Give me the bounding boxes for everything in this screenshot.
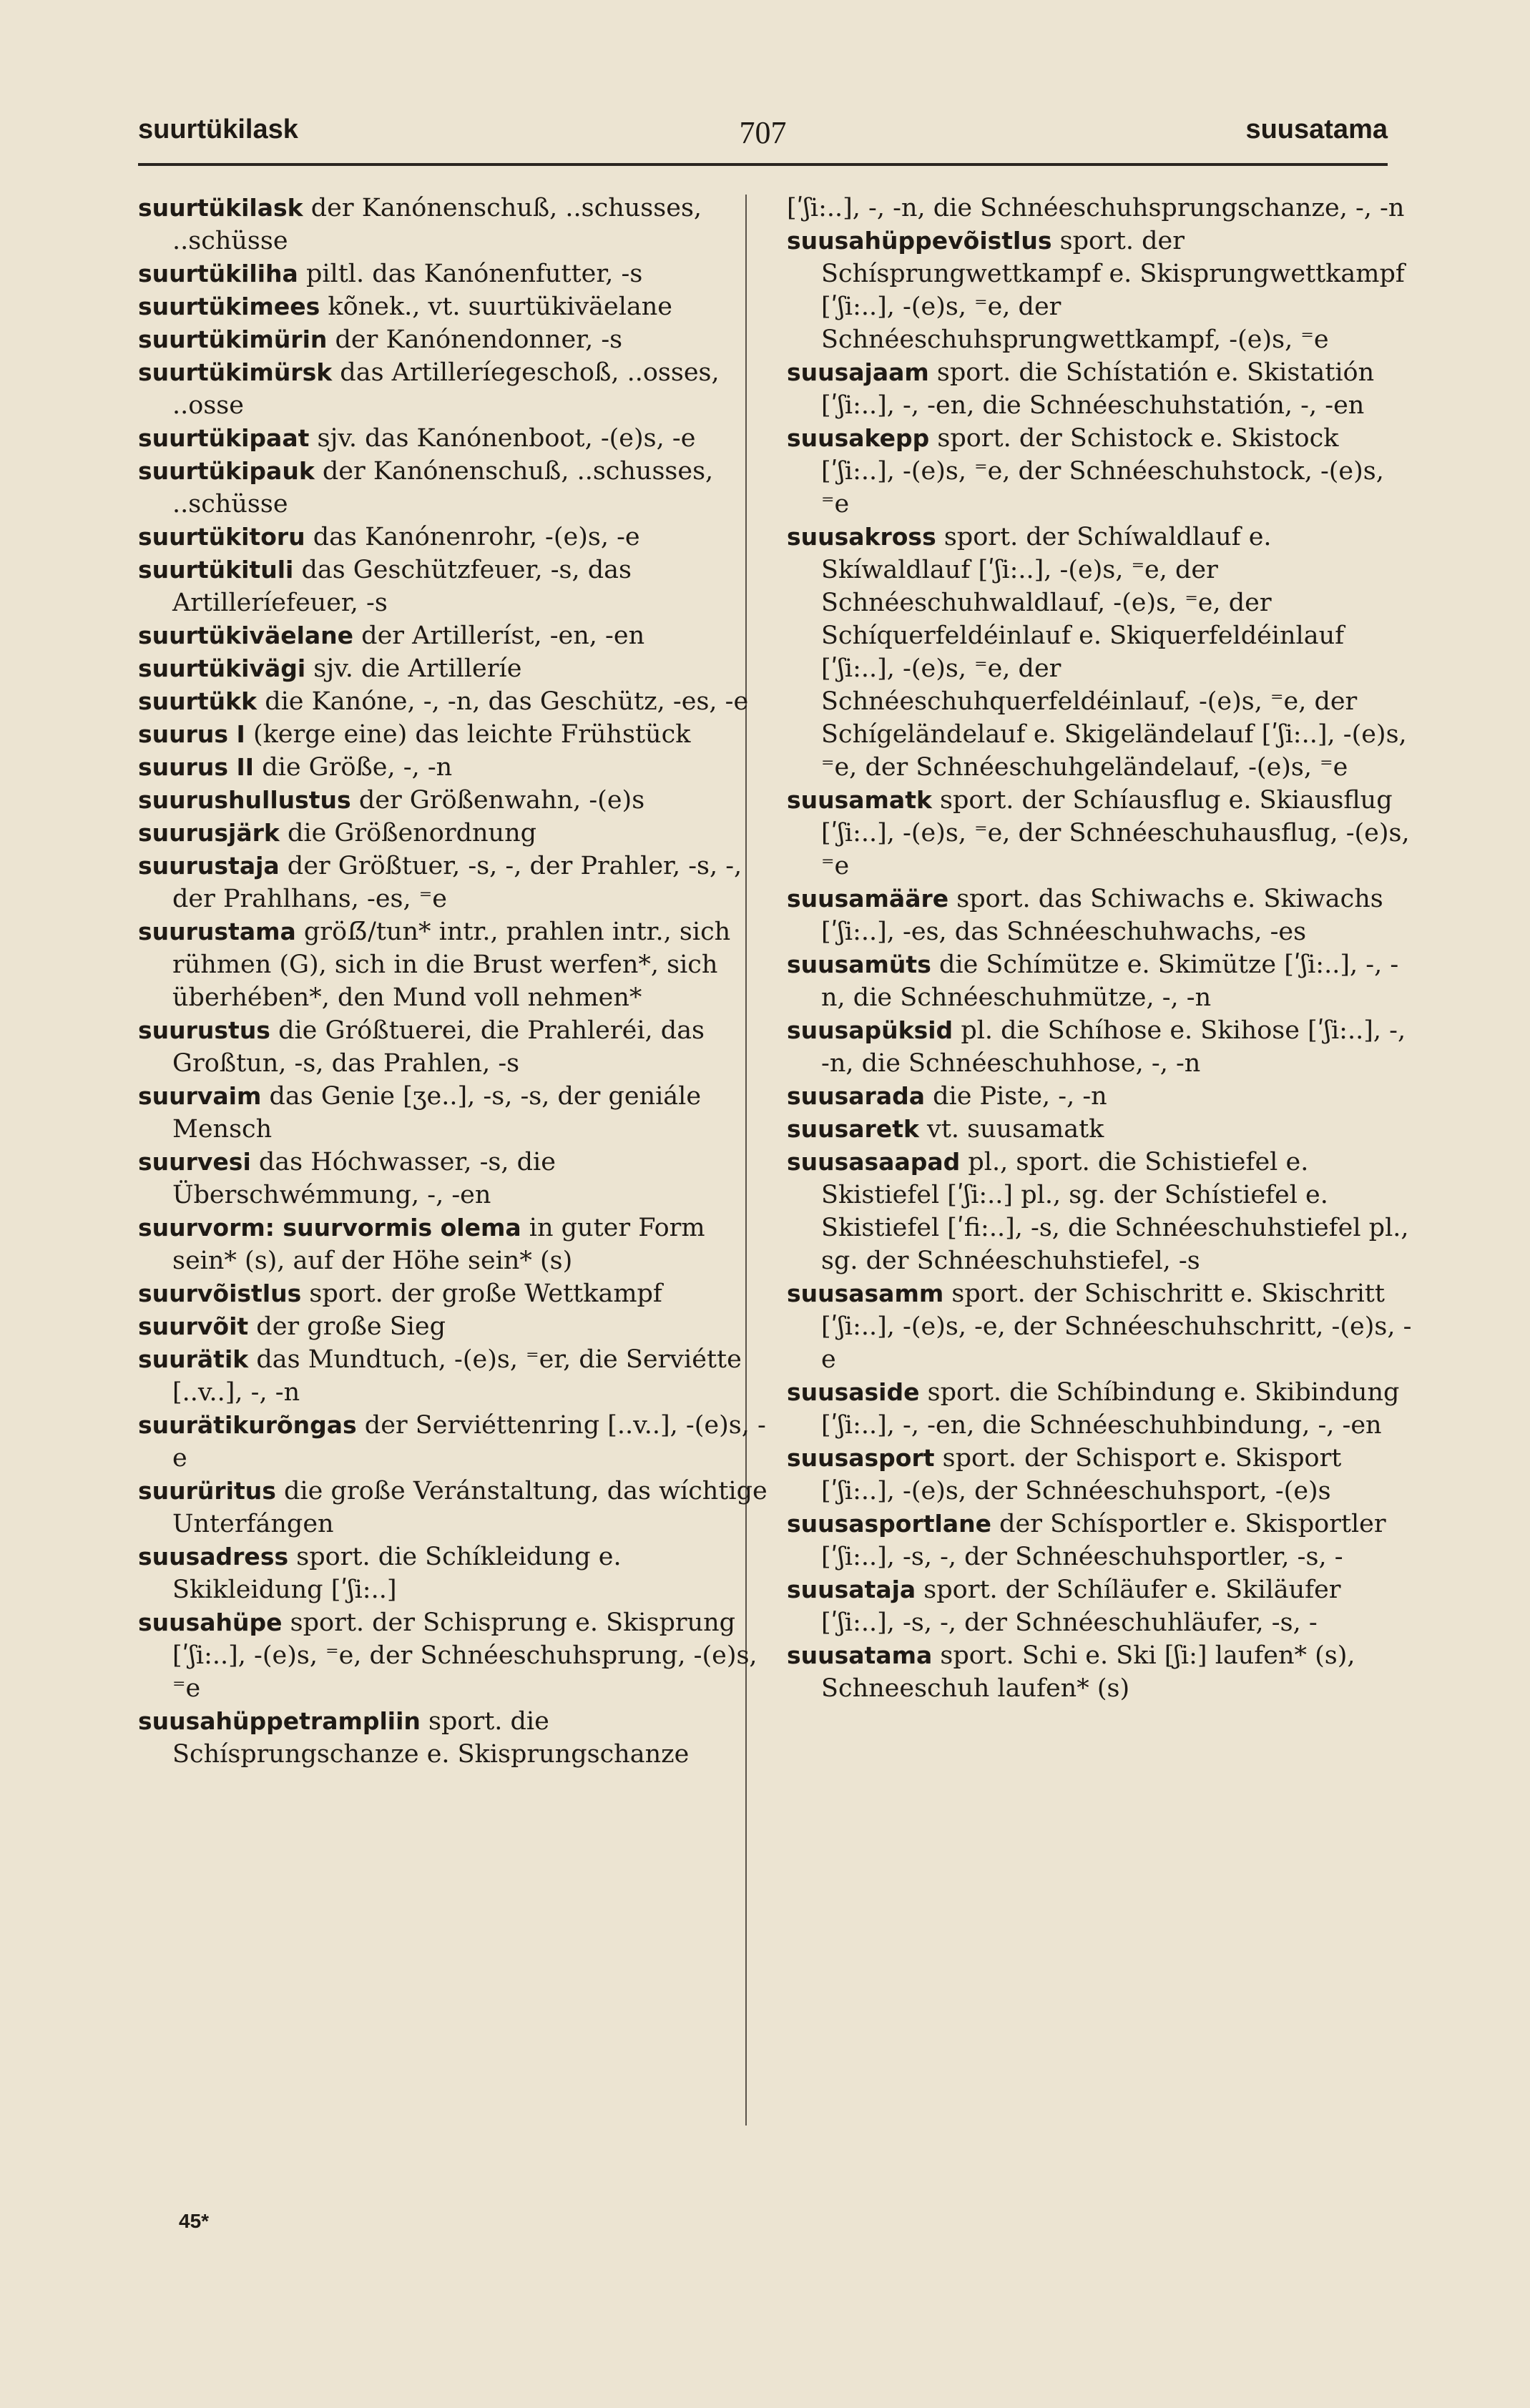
entry-text: das Genie [ʒe..], -s, -s, der geniále Mensch — [172, 1082, 702, 1144]
entry-headword: suurtükilask — [138, 194, 303, 222]
entry-headword: suusamääre — [787, 885, 949, 913]
entry-text: sport. die Schíkleidung e. Skikleidung [ʹʃi:..] — [172, 1543, 622, 1604]
entry-text: sport. der Schísprungwettkampf e. Skisprungwettkampf [ʹʃi:..], -(e)s, ⁼e, der Schnéeschuhsprungwettkampf, -(e)s, ⁼e — [821, 227, 1405, 354]
dictionary-entry — [138, 422, 768, 455]
dictionary-entry — [787, 1080, 1416, 1113]
dictionary-entry — [787, 1508, 1416, 1573]
entry-text: sport. der Schisprung e. Skisprung [ʹʃi:..], -(e)s, ⁼e, der Schnéeschuhsprung, -(e)s, ⁼e — [172, 1608, 757, 1703]
dictionary-entry — [138, 1705, 768, 1771]
entry-headword: suurvorm: suurvormis olema — [138, 1214, 521, 1242]
entry-headword: suurusjärk — [138, 819, 280, 847]
page-header — [138, 114, 1388, 157]
dictionary-entry — [138, 817, 768, 850]
dictionary-entry — [787, 1442, 1416, 1508]
dictionary-entry — [787, 1573, 1416, 1639]
dictionary-entry — [138, 1343, 768, 1409]
dictionary-entry — [138, 685, 768, 718]
entry-text: gröẞ/tun* intr., prahlen intr., sich rühmen (G), sich in die Brust werfen*, sich überhében*, den Mund voll nehmen* — [172, 918, 731, 1012]
entry-text: sport. der Schíausflug e. Skiausflug [ʹʃi:..], -(e)s, ⁼e, der Schnéeschuhausflug, -(e)s, ⁼e — [821, 786, 1410, 880]
entry-text: die Gróßtuerei, die Prahleréi, das Großtun, -s, das Prahlen, -s — [172, 1016, 705, 1078]
entry-text: das Mundtuch, -(e)s, ⁼er, die Serviétte [..v..], -, -n — [172, 1345, 742, 1407]
dictionary-entry — [138, 192, 768, 257]
entry-text: der Kanónenschuß, ..schusses, ..schüsse — [172, 457, 714, 519]
entry-headword: suusahüpe — [138, 1608, 283, 1636]
entry-headword: suurüritus — [138, 1477, 276, 1505]
entry-headword: suusakross — [787, 523, 936, 551]
entry-headword: suurtükivägi — [138, 654, 306, 682]
dictionary-entry — [787, 948, 1416, 1014]
entry-headword: suusataja — [787, 1576, 916, 1603]
entry-text: das Artilleríegeschoß, ..osses, ..osse — [172, 358, 720, 420]
entry-text: die Größe, -, -n — [254, 753, 453, 782]
entry-text: sport. die Schíbindung e. Skibindung [ʹʃi:..], -, -en, die Schnéeschuhbindung, -, -en — [821, 1378, 1400, 1440]
entry-text: sport. der Schischritt e. Skischritt [ʹʃi:..], -(e)s, -e, der Schnéeschuhschritt, -(e)s, -e — [821, 1279, 1412, 1374]
dictionary-entry — [138, 1409, 768, 1475]
dictionary-entry — [138, 1212, 768, 1277]
entry-text: das Hóchwasser, -s, die Überschwémmung, -, -en — [172, 1148, 556, 1209]
entry-headword: suurtükimürin — [138, 325, 328, 353]
entry-text: die große Veránstaltung, das wíchtige Unterfángen — [172, 1477, 768, 1538]
dictionary-entry — [138, 751, 768, 784]
entry-headword: suusaretk — [787, 1115, 919, 1143]
entry-text: pl. die Schíhose e. Skihose [ʹʃi:..], -, -n, die Schnéeschuhhose, -, -n — [821, 1016, 1406, 1078]
right-column — [787, 192, 1416, 1705]
entry-text: sport. das Schiwachs e. Skiwachs [ʹʃi:..], -es, das Schnéeschuhwachs, -es — [821, 885, 1383, 946]
entry-headword: suurätik — [138, 1345, 249, 1373]
entry-text: sport. der Schistock e. Skistock [ʹʃi:..], -(e)s, ⁼e, der Schnéeschuhstock, -(e)s, ⁼e — [821, 424, 1384, 519]
running-head-right: suusatama — [1245, 114, 1388, 144]
entry-text: der Größtuer, -s, -, der Prahler, -s, -, der Prahlhans, -es, ⁼e — [172, 852, 742, 913]
entry-headword: suurtükimees — [138, 293, 320, 320]
dictionary-entry — [787, 422, 1416, 521]
entry-headword: suurtükituli — [138, 556, 294, 584]
dictionary-entry — [138, 915, 768, 1014]
dictionary-entry — [138, 455, 768, 521]
dictionary-entry — [138, 1310, 768, 1343]
entry-headword: suurustama — [138, 918, 296, 945]
entry-text: das Kanónenrohr, -(e)s, -e — [305, 523, 640, 551]
entry-text: sport. der große Wettkampf — [301, 1279, 662, 1308]
dictionary-entry — [138, 356, 768, 422]
entry-text: der große Sieg — [248, 1312, 446, 1341]
entry-text: das Geschützfeuer, -s, das Artilleríefeuer, -s — [172, 556, 632, 617]
entry-text: sport. Schi e. Ski [ʃi:] laufen* (s), Schneeschuh laufen* (s) — [821, 1641, 1355, 1703]
dictionary-entry — [787, 1376, 1416, 1442]
entry-text: (kerge eine) das leichte Frühstück — [245, 720, 691, 749]
dictionary-entry — [138, 619, 768, 652]
entry-headword: suusakepp — [787, 424, 930, 452]
entry-text: der Kanónenschuß, ..schusses, ..schüsse — [172, 194, 702, 255]
entry-text: sport. die Schístatión e. Skistatión [ʹʃi:..], -, -en, die Schnéeschuhstatión, -, -en — [821, 358, 1375, 420]
dictionary-entry — [787, 1277, 1416, 1376]
dictionary-entry — [787, 1014, 1416, 1080]
entry-text: sport. der Schíläufer e. Skiläufer [ʹʃi:..], -s, -, der Schnéeschuhläufer, -s, - — [821, 1576, 1341, 1637]
entry-headword: suurtükiliha — [138, 260, 298, 288]
dictionary-entry — [138, 652, 768, 685]
entry-text: sjv. die Artilleríe — [305, 654, 522, 683]
dictionary-entry — [138, 521, 768, 554]
dictionary-entry — [787, 1639, 1416, 1705]
running-head-left: suurtükilask — [138, 114, 298, 144]
entry-headword: suusahüppevõistlus — [787, 227, 1052, 255]
entry-text: der Serviéttenring [..v..], -(e)s, -e — [172, 1411, 766, 1473]
dictionary-entry — [138, 290, 768, 323]
entry-text: sport. der Schíwaldlauf e. Skíwaldlauf [ʹʃi:..], -(e)s, ⁼e, der Schnéeschuhwaldlauf, -(e)s, ⁼e, der Schíquerfeldéinlauf e. Skiquerfeldéinlauf [ʹʃi:..], -(e)s, ⁼e, der Schnéeschuhquerfeldéinlauf, -(e)s, ⁼e, der Schígeländelauf e. Skigeländelauf [ʹʃi:..], -(e)s, ⁼e, der Schnéeschuhgeländelauf, -(e)s, ⁼e — [821, 523, 1407, 782]
dictionary-entry — [138, 1475, 768, 1540]
dictionary-entry — [138, 1080, 768, 1146]
dictionary-entry — [138, 850, 768, 915]
entry-headword: suusasamm — [787, 1279, 944, 1307]
entry-text: die Piste, -, -n — [924, 1082, 1107, 1111]
entry-headword: suurtükitoru — [138, 523, 305, 551]
entry-text: der Größenwahn, -(e)s — [350, 786, 645, 815]
entry-text: vt. suusamatk — [918, 1115, 1104, 1144]
dictionary-entry — [138, 257, 768, 290]
entry-headword: suusahüppetrampliin — [138, 1707, 421, 1735]
entry-text: der Kanónendonner, -s — [327, 325, 623, 354]
entry-text: der Schísportler e. Skisportler [ʹʃi:..], -s, -, der Schnéeschuhsportler, -s, - — [821, 1510, 1386, 1571]
dictionary-entry — [138, 554, 768, 619]
entry-text: sjv. das Kanónenboot, -(e)s, -e — [309, 424, 696, 453]
entry-text: piltl. das Kanónenfutter, -s — [298, 260, 643, 288]
dictionary-entry — [787, 521, 1416, 784]
entry-headword: suurustaja — [138, 852, 280, 880]
dictionary-entry — [787, 192, 1416, 225]
entry-headword: suurvaim — [138, 1082, 262, 1110]
dictionary-entry — [138, 1606, 768, 1705]
header-rule — [138, 163, 1388, 166]
entry-text: der Artilleríst, -en, -en — [353, 621, 645, 650]
entry-headword: suurus I — [138, 720, 245, 748]
dictionary-entry — [138, 1014, 768, 1080]
entry-headword: suurvõistlus — [138, 1279, 302, 1307]
entry-text: pl., sport. die Schistiefel e. Skistiefel [ʹʃi:..] pl., sg. der Schístiefel e. Skistiefel [ʹfi:..], -s, die Schnéeschuhstiefel pl., sg. der Schnéeschuhstiefel, -s — [821, 1148, 1409, 1275]
entry-text: die Kanóne, -, -n, das Geschütz, -es, -e — [257, 687, 749, 716]
entry-headword: suurtükipaat — [138, 424, 310, 452]
dictionary-entry — [138, 323, 768, 356]
entry-headword: suusamüts — [787, 950, 931, 978]
entry-headword: suusarada — [787, 1082, 925, 1110]
entry-headword: suurtükipauk — [138, 457, 315, 485]
entry-text: sport. der Schisport e. Skisport [ʹʃi:..], -(e)s, der Schnéeschuhsport, -(e)s — [821, 1444, 1342, 1505]
entry-headword: suurätikurõngas — [138, 1411, 357, 1439]
entry-headword: suusasaapad — [787, 1148, 961, 1176]
entry-headword: suurtükk — [138, 687, 258, 715]
signature-mark: 45* — [179, 2210, 210, 2232]
entry-headword: suurvesi — [138, 1148, 251, 1176]
entry-headword: suurtükiväelane — [138, 621, 354, 649]
entry-headword: suurus II — [138, 753, 255, 781]
dictionary-entry — [138, 1277, 768, 1310]
dictionary-entry — [138, 1146, 768, 1212]
entry-headword: suusaside — [787, 1378, 920, 1406]
entry-text: [ʹʃi:..], -, -n, die Schnéeschuhsprungschanze, -, -n — [787, 194, 1405, 222]
dictionary-entry — [787, 225, 1416, 356]
entry-text: sport. die Schísprungschanze e. Skisprungschanze — [172, 1707, 690, 1769]
dictionary-entry — [787, 356, 1416, 422]
dictionary-entry — [787, 1113, 1416, 1146]
entry-headword: suurustus — [138, 1016, 270, 1044]
entry-headword: suusapüksid — [787, 1016, 953, 1044]
entry-headword: suusamatk — [787, 786, 932, 814]
entry-headword: suurushullustus — [138, 786, 351, 814]
entry-headword: suurtükimürsk — [138, 358, 333, 386]
entry-headword: suusajaam — [787, 358, 929, 386]
entry-headword: suusasportlane — [787, 1510, 991, 1538]
entry-text: die Schímütze e. Skimütze [ʹʃi:..], -, -n, die Schnéeschuhmütze, -, -n — [821, 950, 1399, 1012]
entry-text: die Größenordnung — [279, 819, 537, 847]
entry-headword: suusatama — [787, 1641, 933, 1669]
entry-headword: suusasport — [787, 1444, 935, 1472]
dictionary-entry — [787, 784, 1416, 883]
entry-text: in guter Form sein* (s), auf der Höhe sein* (s) — [172, 1214, 705, 1275]
left-column — [138, 192, 768, 1771]
page-number: 707 — [739, 115, 787, 150]
entry-headword: suurvõit — [138, 1312, 249, 1340]
dictionary-entry — [787, 1146, 1416, 1277]
dictionary-entry — [787, 883, 1416, 948]
dictionary-entry — [138, 1540, 768, 1606]
entry-headword: suusadress — [138, 1543, 289, 1571]
dictionary-entry — [138, 718, 768, 751]
entry-text: kõnek., vt. suurtükiväelane — [320, 293, 673, 321]
dictionary-entry — [138, 784, 768, 817]
